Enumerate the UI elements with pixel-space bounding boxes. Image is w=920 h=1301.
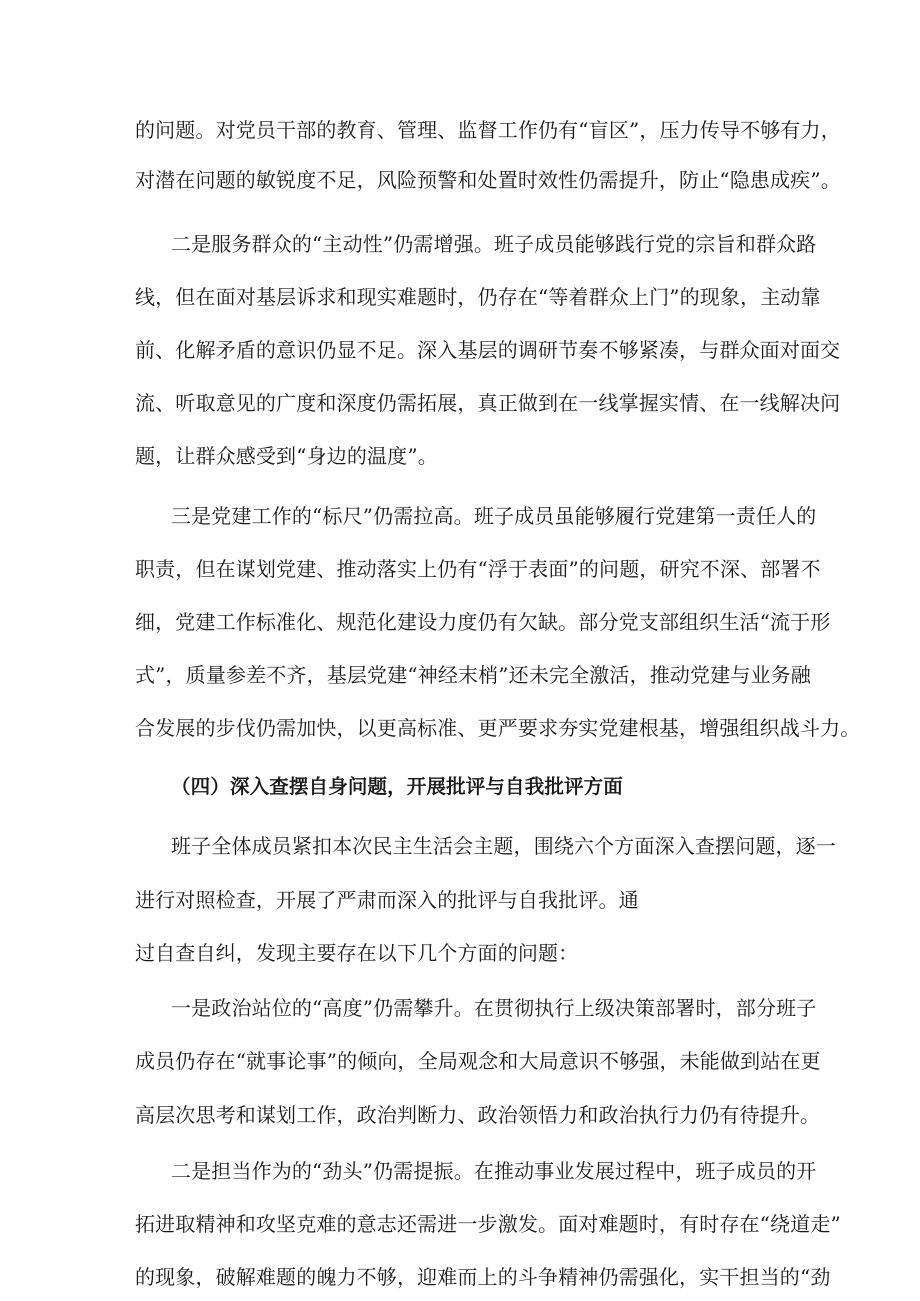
text-line: 职责，但在谋划党建、推动落实上仍有“浮于表面”的问题，研究不深、部署不: [135, 557, 821, 581]
text-line: 成员仍存在“就事论事”的倾向，全局观念和大局意识不够强，未能做到站在更: [135, 1049, 821, 1073]
paragraph-start-line: 二是服务群众的“主动性”仍需增强。班子成员能够践行党的宗旨和群众路: [171, 232, 817, 256]
text-line: 题，让群众感受到“身边的温度”。: [135, 444, 438, 468]
text-line: 对潜在问题的敏锐度不足，风险预警和处置时效性仍需提升，防止“隐患成疾”。: [135, 168, 841, 192]
text-line: 式”，质量参差不齐，基层党建“神经末梢”还未完全激活，推动党建与业务融: [135, 663, 811, 687]
text-line: 拓进取精神和攻坚克难的意志还需进一步激发。面对难题时，有时存在“绕道走”: [135, 1212, 841, 1236]
paragraph-start-line: 一是政治站位的“高度”仍需攀升。在贯彻执行上级决策部署时，部分班子: [171, 996, 817, 1020]
text-line: 前、化解矛盾的意识仍显不足。深入基层的调研节奏不够紧凑，与群众面对面交: [135, 338, 841, 362]
text-line: 的现象，破解难题的魄力不够，迎难而上的斗争精神仍需强化，实干担当的“劲: [135, 1265, 831, 1289]
text-line: 的问题。对党员干部的教育、管理、监督工作仍有“盲区”，压力传导不够有力，: [135, 118, 841, 142]
text-line: 线，但在面对基层诉求和现实难题时，仍存在“等着群众上门”的现象，主动靠: [135, 285, 821, 309]
paragraph-start-line: 班子全体成员紧扣本次民主生活会主题，围绕六个方面深入查摆问题，逐一: [171, 834, 836, 858]
text-line: 高层次思考和谋划工作，政治判断力、政治领悟力和政治执行力仍有待提升。: [135, 1103, 821, 1127]
text-line: 进行对照检查，开展了严肃而深入的批评与自我批评。通: [135, 888, 639, 912]
paragraph-start-line: 三是党建工作的“标尺”仍需拉高。班子成员虽能够履行党建第一责任人的: [171, 504, 817, 528]
text-line: 合发展的步伐仍需加快，以更高标准、更严要求夯实党建根基，增强组织战斗力。: [135, 716, 861, 740]
paragraph-start-line: 二是担当作为的“劲头”仍需提振。在推动事业发展过程中，班子成员的开: [171, 1159, 817, 1183]
section-heading: （四）深入查摆自身问题，开展批评与自我批评方面: [171, 775, 623, 798]
text-line: 过自查自纠，发现主要存在以下几个方面的问题：: [135, 941, 579, 965]
text-line: 流、听取意见的广度和深度仍需拓展，真正做到在一线掌握实情、在一线解决问: [135, 391, 841, 415]
text-line: 细，党建工作标准化、规范化建设力度仍有欠缺。部分党支部组织生活“流于形: [135, 610, 831, 634]
